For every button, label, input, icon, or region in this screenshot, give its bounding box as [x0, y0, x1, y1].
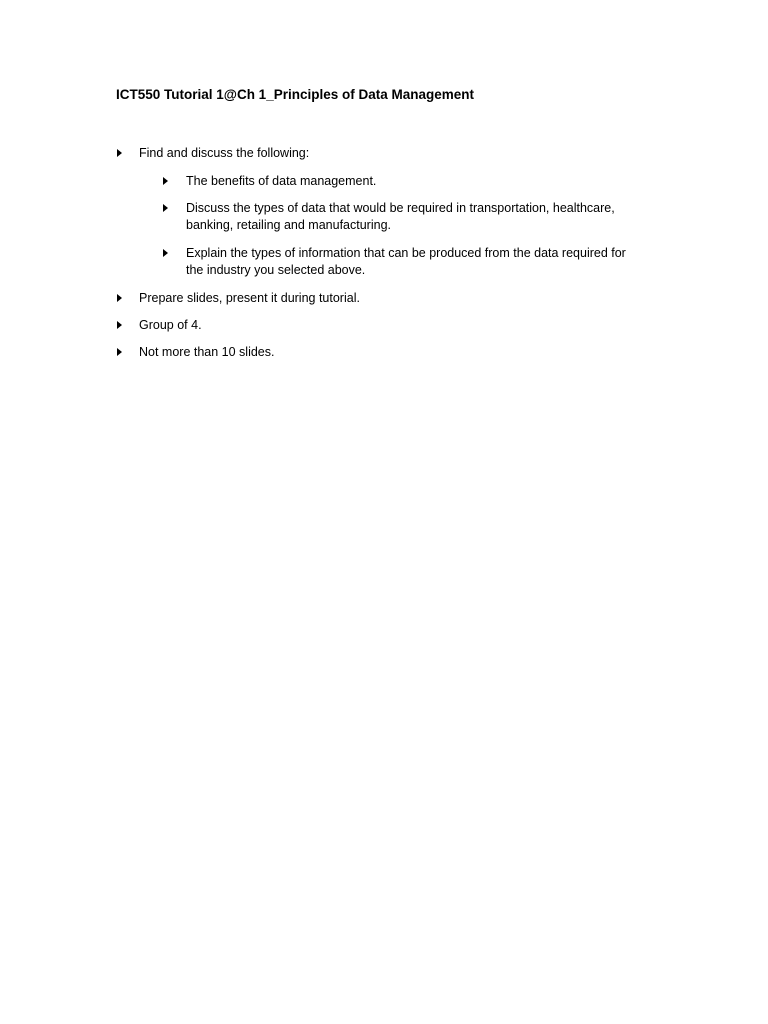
triangle-bullet-icon [163, 177, 168, 185]
sublist-item-line-1: Explain the types of information that can be produced from the data required for [186, 246, 626, 260]
sublist-item-types-of-information [0, 245, 768, 285]
list-item-text: Find and discuss the following: [139, 146, 310, 160]
triangle-bullet-icon [117, 348, 122, 356]
sublist-item-text: The benefits of data management. [186, 174, 377, 188]
triangle-bullet-icon [117, 294, 122, 302]
sublist-item-text [186, 245, 626, 279]
sublist-item-line-2: banking, retailing and manufacturing. [186, 218, 391, 232]
sublist-item-text [186, 200, 615, 234]
triangle-bullet-icon [163, 204, 168, 212]
sublist-item-line-1: Discuss the types of data that would be required in transportation, healthcare, [186, 201, 615, 215]
document-title: ICT550 Tutorial 1@Ch 1_Principles of Data Management [116, 87, 475, 102]
sublist-item-types-of-data [0, 200, 768, 240]
list-item-slide-limit [0, 344, 768, 384]
list-item-text: Not more than 10 slides. [139, 345, 275, 359]
triangle-bullet-icon [117, 321, 122, 329]
triangle-bullet-icon [163, 249, 168, 257]
sublist-item-line-2: the industry you selected above. [186, 263, 366, 277]
list-item-text: Prepare slides, present it during tutorial. [139, 291, 360, 305]
triangle-bullet-icon [117, 149, 122, 157]
list-item-text: Group of 4. [139, 318, 202, 332]
